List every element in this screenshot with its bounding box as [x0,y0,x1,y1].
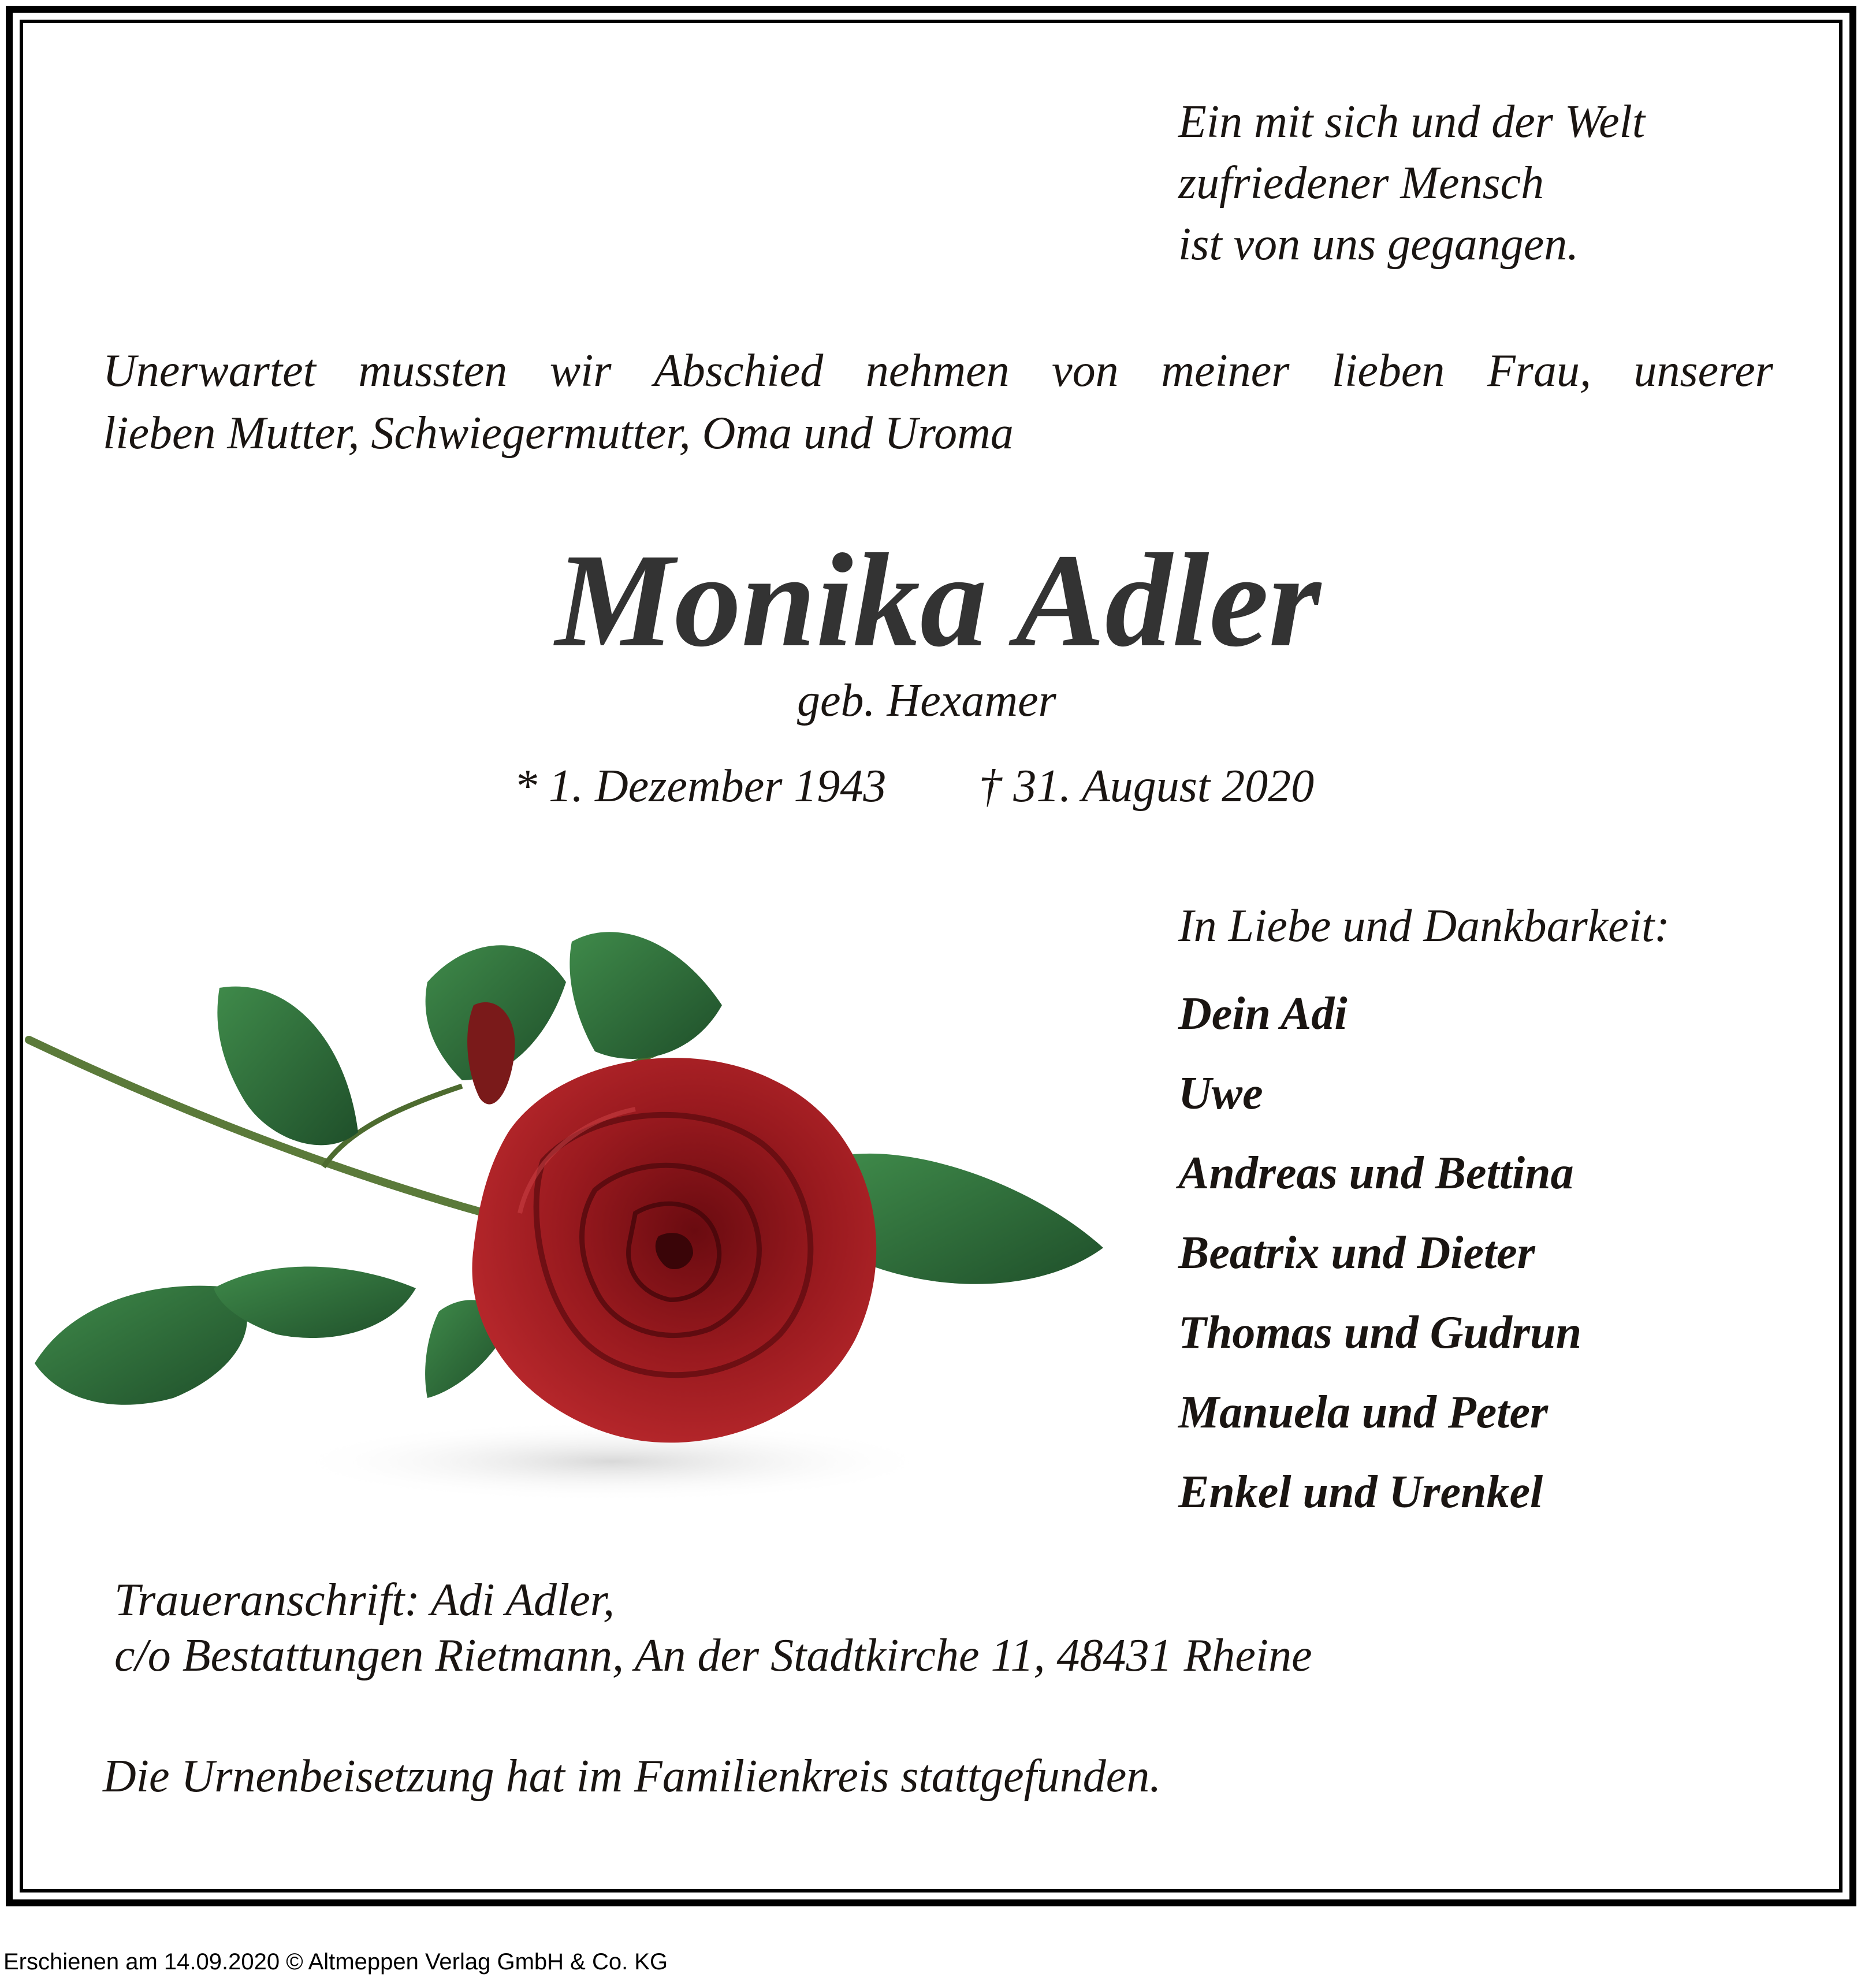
mourner-name: Beatrix und Dieter [1178,1228,1535,1278]
intro-word: wir [549,345,612,396]
red-rose-image [23,890,1121,1525]
mourner-name: Enkel und Urenkel [1178,1467,1543,1518]
address-line: Traueranschrift: Adi Adler, [114,1575,615,1626]
mourners-block [1178,894,1842,1532]
intro-word: nehmen [865,345,1010,396]
mourner-name: Thomas und Gudrun [1178,1307,1582,1358]
mourners-heading: In Liebe und Dankbarkeit: [1178,901,1670,951]
intro-line-1 [103,340,1773,402]
mourner-name: Manuela und Peter [1178,1387,1549,1438]
motto-line: Ein mit sich und der Welt [1178,96,1646,147]
rose-leaf [570,932,722,1059]
motto-line: ist von uns gegangen. [1178,219,1579,270]
mourner-name: Dein Adi [1178,988,1348,1039]
rose-bud [467,1002,515,1105]
death-date: † 31. August 2020 [978,761,1315,812]
intro-text [103,340,1773,464]
rose-leaf [217,987,358,1146]
rose-leaf [840,1154,1103,1284]
intro-word: Unerwartet [103,345,316,396]
publication-footer: Erschienen am 14.09.2020 © Altmeppen Verlag GmbH & Co. KG [3,1949,668,1975]
intro-word: meiner [1161,345,1290,396]
address-line: c/o Bestattungen Rietmann, An der Stadtkirche 11, 48431 Rheine [114,1630,1312,1681]
motto [1178,91,1756,275]
intro-word: von [1052,345,1119,396]
mourner-name: Uwe [1178,1068,1263,1119]
intro-word: unserer [1633,345,1773,396]
birth-date: * 1. Dezember 1943 [514,761,887,812]
deceased-name: Monika Adler [555,526,1321,675]
intro-word: Abschied [654,345,824,396]
burial-note: Die Urnenbeisetzung hat im Familienkreis stattgefunden. [103,1751,1162,1802]
rose-leaf [35,1286,247,1405]
intro-word: lieben [1331,345,1445,396]
intro-word: mussten [358,345,508,396]
maiden-name: geb. Hexamer [797,675,1056,726]
intro-line-2: lieben Mutter, Schwiegermutter, Oma und Uroma [103,408,1014,459]
mourning-address [114,1572,1312,1683]
intro-word: Frau, [1487,345,1591,396]
motto-line: zufriedener Mensch [1178,158,1544,209]
life-dates [514,754,1314,818]
mourner-name: Andreas und Bettina [1178,1148,1574,1199]
